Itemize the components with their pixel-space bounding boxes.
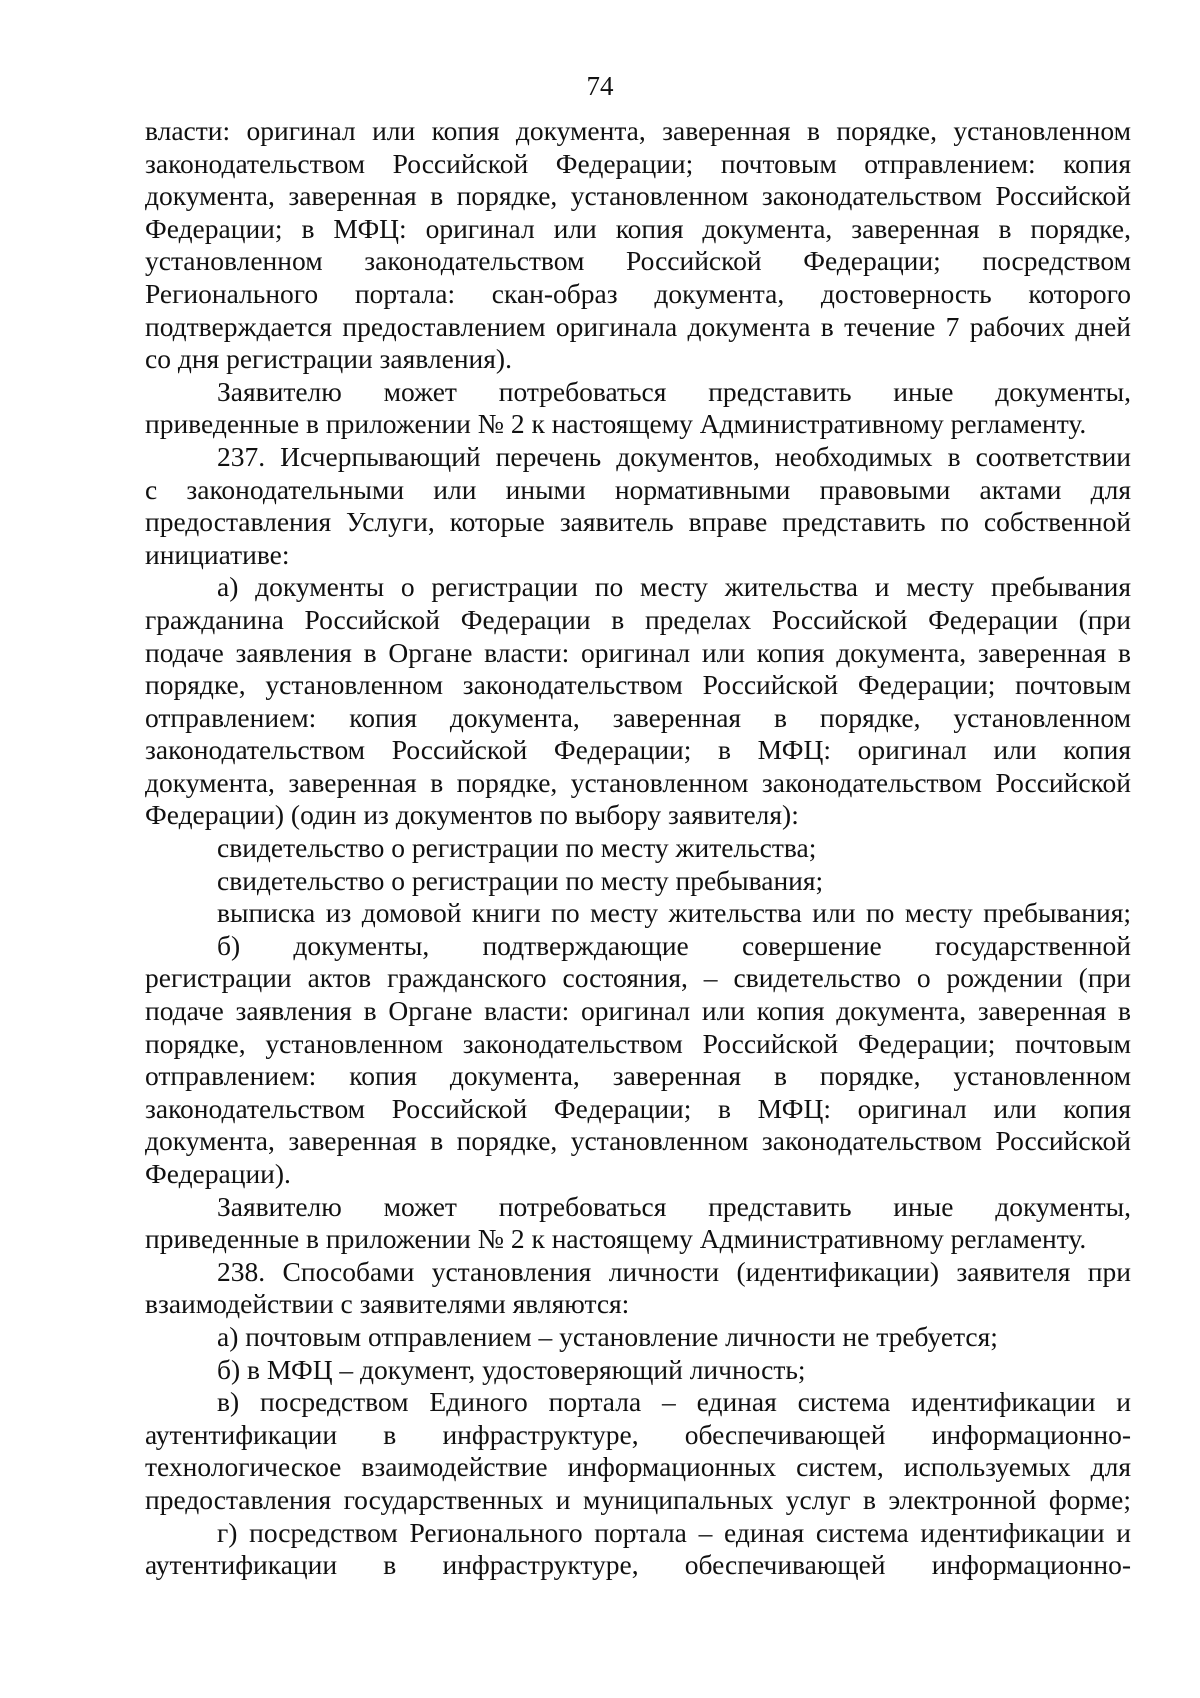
text-line: порядке, установленном законодательством Российской Федерации; почтовым <box>145 1027 1131 1059</box>
text-line: свидетельство о регистрации по месту пребывания; <box>217 864 824 896</box>
text-line: законодательством Российской Федерации; в МФЦ: оригинал или копия <box>145 1092 1131 1124</box>
text-line: Регионального портала: скан-образ документа, достоверность которого <box>145 277 1131 309</box>
text-line: с законодательными или иными нормативными правовыми актами для <box>145 473 1131 505</box>
page-number: 74 <box>586 71 614 101</box>
text-line: предоставления государственных и муниципальных услуг в электронной форме; <box>145 1483 1131 1515</box>
text-line: законодательством Российской Федерации; в МФЦ: оригинал или копия <box>145 734 1131 766</box>
text-line: со дня регистрации заявления). <box>145 343 512 375</box>
text-line: аутентификации в инфраструктуре, обеспечивающей информационно- <box>145 1549 1131 1581</box>
text-line: отправлением: копия документа, заверенная в порядке, установленном <box>145 701 1131 733</box>
text-line: подаче заявления в Органе власти: оригинал или копия документа, заверенная в <box>145 636 1131 668</box>
text-line: приведенные в приложении № 2 к настоящему Административному регламенту. <box>145 1223 1087 1255</box>
text-line: документа, заверенная в порядке, установленном законодательством Российской <box>145 1125 1131 1157</box>
text-line: Заявителю может потребоваться представить иные документы, <box>217 375 1131 407</box>
text-line: 238. Способами установления личности (идентификации) заявителя при <box>217 1255 1131 1287</box>
text-line: а) документы о регистрации по месту жительства и месту пребывания <box>217 571 1131 603</box>
text-line: б) документы, подтверждающие совершение государственной <box>217 929 1131 961</box>
text-line: предоставления Услуги, которые заявитель вправе представить по собственной <box>145 506 1131 538</box>
text-line: гражданина Российской Федерации в пределах Российской Федерации (при <box>145 603 1131 635</box>
text-line: взаимодействии с заявителями являются: <box>145 1288 630 1320</box>
text-line: г) посредством Регионального портала – единая система идентификации и <box>217 1516 1131 1548</box>
document-body <box>145 115 1131 1582</box>
text-line: отправлением: копия документа, заверенная в порядке, установленном <box>145 1060 1131 1092</box>
text-line: подаче заявления в Органе власти: оригинал или копия документа, заверенная в <box>145 995 1131 1027</box>
text-line: установленном законодательством Российской Федерации; посредством <box>145 245 1131 277</box>
text-line: законодательством Российской Федерации; почтовым отправлением: копия <box>145 147 1131 179</box>
text-line: Федерации; в МФЦ: оригинал или копия документа, заверенная в порядке, <box>145 212 1131 244</box>
text-line: инициативе: <box>145 538 290 570</box>
text-line: власти: оригинал или копия документа, заверенная в порядке, установленном <box>145 115 1131 146</box>
text-line: подтверждается предоставлением оригинала документа в течение 7 рабочих дней <box>145 310 1131 342</box>
text-line: выписка из домовой книги по месту жительства или по месту пребывания; <box>217 897 1131 929</box>
text-line: Федерации). <box>145 1158 291 1189</box>
text-line: технологическое взаимодействие информационных систем, используемых для <box>145 1451 1131 1483</box>
text-line: а) почтовым отправлением – установление личности не требуется; <box>217 1320 998 1352</box>
text-line: документа, заверенная в порядке, установленном законодательством Российской <box>145 180 1131 212</box>
text-line: приведенные в приложении № 2 к настоящему Административному регламенту. <box>145 408 1087 440</box>
text-line: Федерации) (один из документов по выбору заявителя): <box>145 799 799 831</box>
text-line: Заявителю может потребоваться представить иные документы, <box>217 1190 1131 1222</box>
text-line: свидетельство о регистрации по месту жительства; <box>217 832 817 864</box>
text-line: б) в МФЦ – документ, удостоверяющий личность; <box>217 1353 806 1385</box>
text-line: аутентификации в инфраструктуре, обеспечивающей информационно- <box>145 1418 1131 1450</box>
text-line: порядке, установленном законодательством Российской Федерации; почтовым <box>145 669 1131 701</box>
text-line: регистрации актов гражданского состояния, – свидетельство о рождении (при <box>145 962 1131 994</box>
text-line: 237. Исчерпывающий перечень документов, необходимых в соответствии <box>217 440 1131 472</box>
text-line: в) посредством Единого портала – единая система идентификации и <box>217 1386 1131 1418</box>
text-line: документа, заверенная в порядке, установленном законодательством Российской <box>145 766 1131 798</box>
